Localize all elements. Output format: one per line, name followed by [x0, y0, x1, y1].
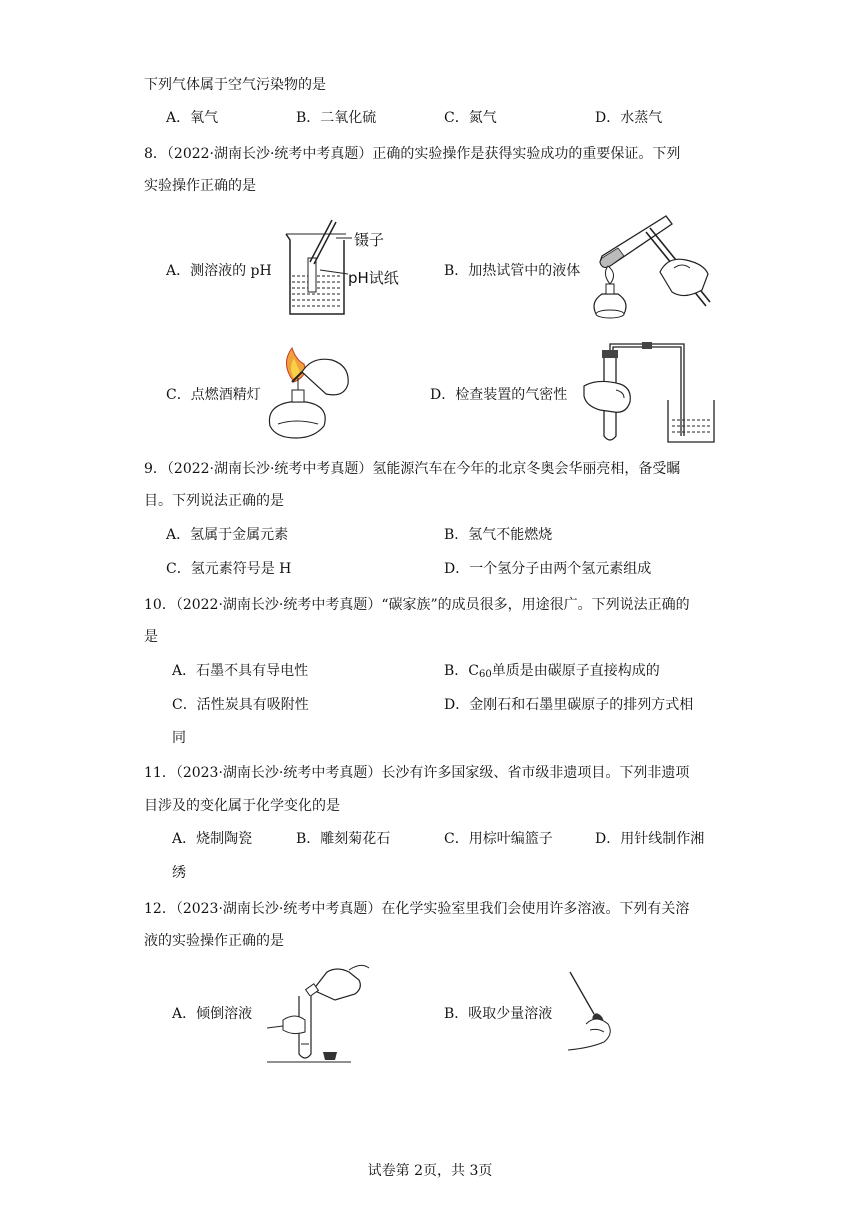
dropper-figure — [560, 968, 630, 1053]
q8-option-b: B．加热试管中的液体 — [444, 263, 581, 279]
q7-option-b: B．二氧化硫 — [296, 110, 377, 126]
q9-stem-line1: 9．（2022·湖南长沙·统考中考真题）氢能源汽车在今年的北京冬奥会华丽亮相，备受瞩 — [144, 461, 681, 477]
q10-option-b-subscript: 60 — [479, 669, 492, 680]
q12-option-b: B．吸取少量溶液 — [444, 1006, 553, 1022]
q10-option-b — [444, 660, 660, 680]
q9-option-a: A．氢属于金属元素 — [166, 527, 289, 543]
q9-option-c: C．氢元素符号是 H — [166, 561, 292, 577]
q8-option-d: D．检查装置的气密性 — [430, 387, 568, 403]
pouring-solution-figure — [265, 960, 375, 1065]
q9-stem-line2: 目。下列说法正确的是 — [144, 493, 284, 509]
q7-stem: 下列气体属于空气污染物的是 — [144, 77, 326, 93]
q8-option-a: A．测溶液的 pH — [166, 263, 272, 279]
ph-measure-figure — [280, 218, 410, 318]
q7-option-d: D．水蒸气 — [595, 110, 663, 126]
q8-option-c: C．点燃酒精灯 — [166, 387, 261, 403]
airtightness-check-figure — [580, 340, 720, 445]
ph-paper-label: pH试纸 — [348, 269, 399, 287]
q10-option-b-suffix: 单质是由碳原子直接构成的 — [491, 663, 660, 679]
q10-option-d-continued: 同 — [172, 730, 186, 746]
q8-stem-line1: 8．（2022·湖南长沙·统考中考真题）正确的实验操作是获得实验成功的重要保证。下列 — [144, 146, 681, 162]
q9-option-d: D．一个氢分子由两个氢元素组成 — [444, 561, 652, 577]
q12-stem-line2: 液的实验操作正确的是 — [144, 933, 284, 949]
q7-option-c: C．氮气 — [444, 110, 497, 126]
q11-stem-line2: 目涉及的变化属于化学变化的是 — [144, 798, 340, 814]
lighting-lamp-figure — [262, 342, 362, 442]
q10-stem-line2: 是 — [144, 629, 158, 645]
q9-option-b: B．氢气不能燃烧 — [444, 527, 553, 543]
q11-option-a: A．烧制陶瓷 — [172, 831, 253, 847]
q10-option-a: A．石墨不具有导电性 — [172, 663, 309, 679]
q12-option-a: A．倾倒溶液 — [172, 1006, 253, 1022]
q12-stem-line1: 12．（2023·湖南长沙·统考中考真题）在化学实验室里我们会使用许多溶液。下列有关溶 — [144, 901, 690, 917]
q11-option-c: C．用棕叶编篮子 — [444, 831, 553, 847]
q7-option-a: A．氧气 — [166, 110, 219, 126]
page-footer: 试卷第 2页，共 3页 — [367, 1163, 493, 1179]
heating-test-tube-figure — [588, 210, 718, 325]
q10-option-c: C．活性炭具有吸附性 — [172, 697, 309, 713]
q11-option-d: D．用针线制作湘 — [595, 831, 705, 847]
q8-stem-line2: 实验操作正确的是 — [144, 178, 256, 194]
q10-option-d: D．金刚石和石墨里碳原子的排列方式相 — [444, 697, 694, 713]
q10-stem-line1: 10．（2022·湖南长沙·统考中考真题）“碳家族”的成员很多，用途很广。下列说法正确的 — [144, 597, 690, 613]
tweezers-label: 镊子 — [354, 231, 385, 249]
q11-stem-line1: 11．（2023·湖南长沙·统考中考真题）长沙有许多国家级、省市级非遗项目。下列非遗项 — [144, 765, 690, 781]
q11-option-b: B．雕刻菊花石 — [296, 831, 391, 847]
q10-option-b-prefix: B．C — [444, 663, 479, 679]
q11-option-d-continued: 绣 — [172, 865, 186, 881]
